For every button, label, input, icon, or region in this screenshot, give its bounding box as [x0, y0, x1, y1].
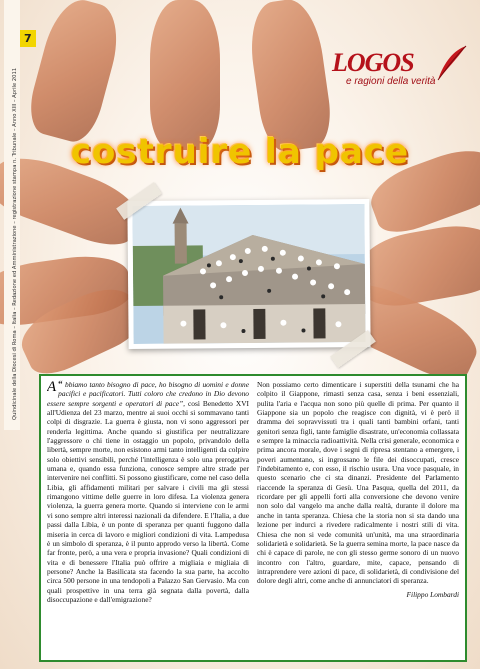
article-column-1	[47, 380, 249, 656]
author-signature: Filippo Lombardi	[406, 589, 459, 599]
logo-wordmark: LOGOS	[332, 48, 414, 77]
lead-quote: bbiamo tanto bisogno di pace, ho bisogno di uomini e donne pacifici e pacificatori. Tutti coloro che credono in Dio devono essere sempre sorgenti e operatori di pace”,	[47, 380, 249, 408]
article-box	[39, 374, 467, 662]
quill-icon	[432, 44, 468, 84]
logo-tagline: e ragioni della verità	[346, 76, 436, 87]
logos-logo	[330, 44, 470, 94]
article-body-2: Non possiamo certo dimenticare i superstiti della tsunami che ha colpito il Giappone, rimasti senza casa, senza i beni essenziali, pulita l'aria e l'acqua non sono più quelle di prima. Per quanto il Giappone sia un popolo che reagisce con dignità, vi è però il dramma dei sopravvissuti tra i quali tanti bambini orfani, tanti genitori senza figli, tante famiglie disastrate, un'economia collassata e sempre la minaccia radioattività. Nella crisi generale, economica e prima ancora morale, dove i segni di ripresa stentano a emergere, i poveri aumentano, si ingrossano le file dei disoccupati, cresce l'indebitamento e, con esso, il rischio usura. Una voce pasquale, in questo scenario che ci sta dinanzi. Presidente del Parlamento riaccende la speranza di Gesù. Una Pasqua, quella del 2011, da ricordare per gli appelli forti alla conversione che devono venire non solo dal vangelo ma anche dalla realtà, durante il dolore ma anche in tanta speranza. Chiesa che la storia non si sta dando una lezione per indurci a rivedere radicalmente i nostri stili di vita. Chiesa che non si vede comunità un'unità, ma una straordinaria solidarietà e solidarietà. Se la guerra semina morte, la pace nasce da chi è capace di parole, ne con gli stesso germe sonoro di un nuovo incontro con l'altro, guardare, mite, capace, pensando di intraprendere vere azioni di pace, di solidarietà, di condivisione del dolore degli altri, come anche di annunciatori di speranza.	[257, 380, 459, 586]
spine-strip	[4, 0, 20, 430]
page-number: 7	[20, 30, 36, 47]
publication-info: Quindicinale della Diocesi di Roma – Italia – Redazione ed Amministrazione – registrazione stampa n. Tribunale – Anno XIII – Aprile 2011	[12, 67, 18, 420]
article-column-2	[257, 380, 459, 656]
article-body-1: così Benedetto XVI all'Udienza del 23 marzo, mentre ai suoi occhi si sommavano tanti colpi di disgrazie. La guerra è giusta, non vi sono aggressori per renderla legittima. Anche quando si giustifica per neutralizzare l'aggressore o chi tiene in ostaggio un popolo, privandolo della libertà, sempre morte, non esistono armi tanto intelligenti da colpire solo obiettivi sensibili, perché l'intelligenza è solo una prerogativa umana e, quando essa funziona, conosce sempre altre strade per intervenire nei conflitti. Si possono giustificare, come nel caso della Libia, gli affidamenti militari per salvare i civili ma gli stessi rimangono vittime delle guerre in loro difesa. La violenza genera violenza, la guerra genera morte. Quando si interviene con le armi vi sono sempre altri interessi nazionali da difendere. E l'Italia, a due passi dalla Libia, è un ponte di speranza per quanti fuggono dalla miseria in cerca di lavoro e migliori condizioni di vita. Lampedusa è un simbolo di speranza, è il punto approdo verso la libertà. Come far fronte, però, a una vera e propria invasione? Quali condizioni di vita e di benessere l'Italia può offrire a migliaia e migliaia di persone? Anche la Basilicata sta facendo la sua parte, ha accolto circa 500 persone in una tendopoli a Palazzo San Gervasio. Ma con quali prospettive in una terra già segnata dalla povertà, dalla disoccupazione e dall'emigrazione?	[47, 398, 249, 604]
opening-quote: “	[58, 380, 63, 389]
drop-cap: A	[47, 380, 57, 395]
article-photo	[127, 199, 370, 349]
hand-illustration	[150, 0, 220, 150]
page-title: costruire la pace	[70, 132, 410, 172]
church-crowd-photo	[132, 204, 365, 344]
